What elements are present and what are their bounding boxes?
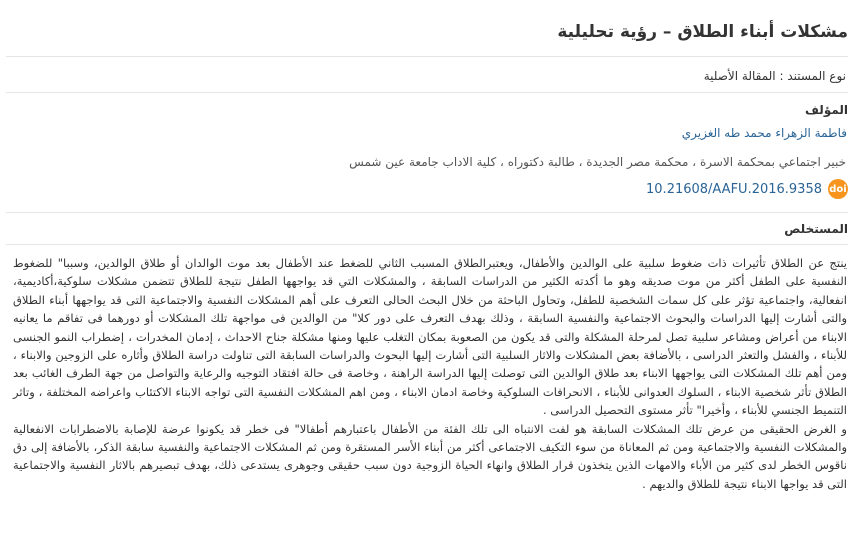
doi-row bbox=[646, 178, 848, 200]
abstract-paragraph: و الغرض الحقيقى من عرض تلك المشكلات السابقة هو لفت الانتباه الى تلك الفئة من الأطفال باعتبارهم أطفالا" فى خطر قد يكونوا عرضة للإصابة بالاضطرابات الانفعالية والمشكلات النفسية والاجتماعية ومن ثم المعاناة من سوء التكيف الاجتماعى أكثر من أبناء الأسر المستقرة ومن ثم المشكلات الاجتماعية والنفسية سابقة الذكر، بالأضافة إلى دق ناقوس الخطر لدى كثير من الأباء والامهات الذين يتخذون قرار الطلاق وانهاء الحياة الزوجية دون سبب حقيقى وجوهرى يستدعى ذلك، بهدف تبصيرهم بالاثار النفسية والاجتماعية التى قد يواجها الابناء نتيجة للطلاق والديهم . bbox=[13, 421, 847, 491]
document-type: نوع المستند : المقالة الأصلية bbox=[703, 69, 846, 83]
abstract-heading-divider bbox=[6, 244, 848, 245]
doc-type-divider bbox=[6, 92, 848, 93]
author-heading: المؤلف bbox=[805, 103, 848, 117]
author-divider bbox=[6, 212, 848, 213]
abstract-heading: المستخلص bbox=[784, 222, 848, 236]
title-divider bbox=[6, 56, 848, 57]
abstract-paragraph: ينتج عن الطلاق تأثيرات ذات ضغوط سلبية على الوالدين والأطفال، ويعتبرالطلاق المسبب الثاني للضغط عند الأطفال بعد موت الوالدان أو طلاق الوالدين، وسببا" للضغوط النفسية على الطفل أكثر من موت صديقه وهو ما أكدته الكثير من الدراسات السابقة ، والمشكلات التي قد يواجهها الطفل نتيجة للطلاق تتضمن مشكلات سلوكية،أكاديمية، انفعالية، واجتماعية تؤثر على كل سمات الشخصية للطفل، وتحاول الباحثة من خلال البحث الحالى التعرف على أهم المشكلات النفسية والاجتماعية التى قد يواجهها أبناء الطلاق والتى أشارت إليها الدراسات والبحوث الاجتماعية والنفسية السابقة ، وذلك بهدف التعرف على دور كلا" من الوالدين فى مواجهة تلك المشكلات أو دورهما فى تفاقم ما يعانيه الابناء من أعراض ومشاعر سلبية تصل لمرحلة المشكلة والتى قد يكون من الصعوبة بمكان التغلب عليها ومنها مشكلة جناح الاحداث ، إدمان المخدرات ، إضطراب النمو الجنسى للأبناء ، والفشل والتعثر الدراسى ، بالأضافة بعض المشكلات والاثار السلبية التى أشارت إليها البحوث والدراسات السابقة التى تناولت دراسة الطلاق وأثاره على الزوجين والابناء ، ومن أهم تلك المشكلات التى يواجهها الابناء بعد طلاق الوالدين التى توصلت إليها الدراسة الراهنة ، وخاصة فى حالة افتقاد التوجيه والرعاية والتواصل من جهة الطرف الغائب بعد الطلاق تأثر شخصية الابناء ، السلوك العدوانى للأبناء ، الانحرافات السلوكية وخاصة ادمان الابناء ، ومن اهم المشكلات النفسية التى تواجه الابناء الاكتئاب واعراضه المختلفة ، وتاثر التنميط الجنسي للأبناء ، وأخيرا" تأثر مستوى التحصيل الدراسى . bbox=[13, 256, 847, 418]
article-title: مشكلات أبناء الطلاق – رؤية تحليلية bbox=[557, 22, 848, 42]
author-affiliation: خبير اجتماعي بمحكمة الاسرة ، محكمة مصر الجديدة ، طالبة دكتوراه ، كلية الاداب جامعة عين شمس bbox=[349, 155, 846, 169]
author-name-link[interactable]: فاطمة الزهراء محمد طه الغزيري bbox=[681, 126, 847, 140]
abstract-body bbox=[13, 254, 847, 493]
doi-link[interactable]: 10.21608/AAFU.2016.9358 bbox=[646, 181, 822, 197]
doi-icon: doi bbox=[828, 179, 848, 199]
